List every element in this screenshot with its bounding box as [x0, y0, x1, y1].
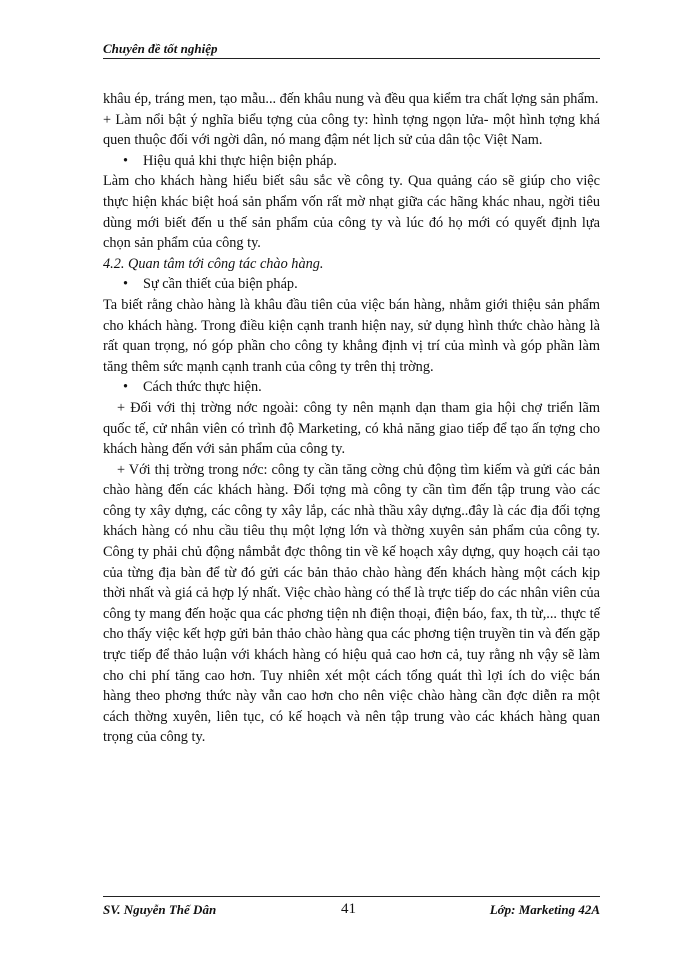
paragraph-1: khâu ép, tráng men, tạo mẫu... đến khâu nung và đều qua kiểm tra chất lợng sản phẩm.: [103, 91, 599, 107]
bullet-item: [103, 151, 600, 172]
paragraph-2: + Làm nổi bật ý nghĩa biểu tợng của công ty: hình tợng ngọn lửa- một hình tợng khá quen thuộc đối với ngời dân, nó mang đậm nét lịch sử của dân tộc Việt Nam.: [103, 111, 600, 149]
body-text: [103, 89, 600, 748]
bullet-dot: •: [123, 276, 129, 293]
paragraph-5: + Đối với thị trờng nớc ngoài: công ty nên mạnh dạn tham gia hội chợ triển lãm quốc tế, cử nhân viên có trình độ Marketing, có khả năng giao tiếp để tạo ấn tợng cho khách hàng đến với sản phẩm của công ty.: [103, 399, 600, 458]
page-number: 41: [341, 901, 356, 917]
bullet-item: [103, 377, 600, 398]
header-rule: [103, 58, 600, 59]
paragraph-4: Ta biết rằng chào hàng là khâu đầu tiên của việc bán hàng, nhằm giới thiệu sản phẩm cho khách hàng. Trong điều kiện cạnh tranh hiện nay, sử dụng hình thức chào hàng là rất quan trọng, nó góp phần cho công ty khẳng định vị trí của mình và góp phần làm tăng thêm sức mạnh cạnh tranh của công ty trên thị trờng.: [103, 296, 600, 375]
footer-rule: [103, 896, 600, 897]
bullet-dot: •: [123, 152, 129, 169]
bullet-text: Cách thức thực hiện.: [143, 379, 262, 396]
page-footer: [103, 902, 600, 922]
bullet-dot: •: [123, 379, 129, 396]
bullet-text: Sự cần thiết của biện pháp.: [143, 276, 298, 293]
paragraph-3: Làm cho khách hàng hiểu biết sâu sắc về công ty. Qua quảng cáo sẽ giúp cho việc thực hiện khác biệt hoá sản phẩm vốn rất mờ nhạt giữa các hãng khác nhau, ngời tiêu dùng mới biết đến u thế sản phẩm của công ty và lúc đó họ mới có quyết định lựa chọn sản phẩm của công ty.: [103, 173, 600, 252]
bullet-text: Hiệu quả khi thực hiện biện pháp.: [143, 152, 337, 169]
footer-class: Lớp: Marketing 42A: [489, 902, 600, 917]
footer-author: SV. Nguyễn Thế Dân: [103, 902, 217, 917]
paragraph-6: + Với thị trờng trong nớc: công ty cần tăng cờng chủ động tìm kiếm và gửi các bản chào hàng đến các khách hàng. Đối tợng mà công ty cần tìm đến tập trung vào các công ty xây dựng, các công ty xây lắp, các nhà thầu xây dựng..đây là các địa đối tợng khách hàng có nhu cầu tiêu thụ một lợng lớn và thờng xuyên sản phẩm của công ty. Công ty phải chủ động nắmbắt đợc thông tin về kế hoạch xây dựng, quy hoạch cải tạo của từng địa bàn để từ đó gửi các bản thảo chào hàng đến khách hàng một cách kịp thời nhất và giá cả hợp lý nhất. Việc chào hàng có thể là trực tiếp do các nhân viên của công ty mang đến hoặc qua các phơng tiện nh điện thoại, điện báo, fax, th từ,... thực tế cho thấy việc kết hợp gửi bản thảo chào hàng qua các phơng tiện truyền tin và đến gặp trực tiếp để thảo luận với khách hàng có hiệu quả cao hơn cả, tuy rằng nh vậy sẽ làm cho chi phí tăng cao hơn. Tuy nhiên xét một cách tổng quát thì lợi ích do việc bán hàng theo phơng thức này vẫn cao hơn cho nên việc chào hàng cần đợc diễn ra một cách thờng xuyên, liên tục, có kế hoạch và nên tập trung vào các khách hàng quan trọng của công ty.: [103, 461, 600, 746]
section-heading: 4.2. Quan tâm tới công tác chào hàng.: [103, 255, 324, 272]
bullet-item: [103, 274, 600, 295]
running-header: Chuyên đề tốt nghiệp: [103, 41, 218, 56]
